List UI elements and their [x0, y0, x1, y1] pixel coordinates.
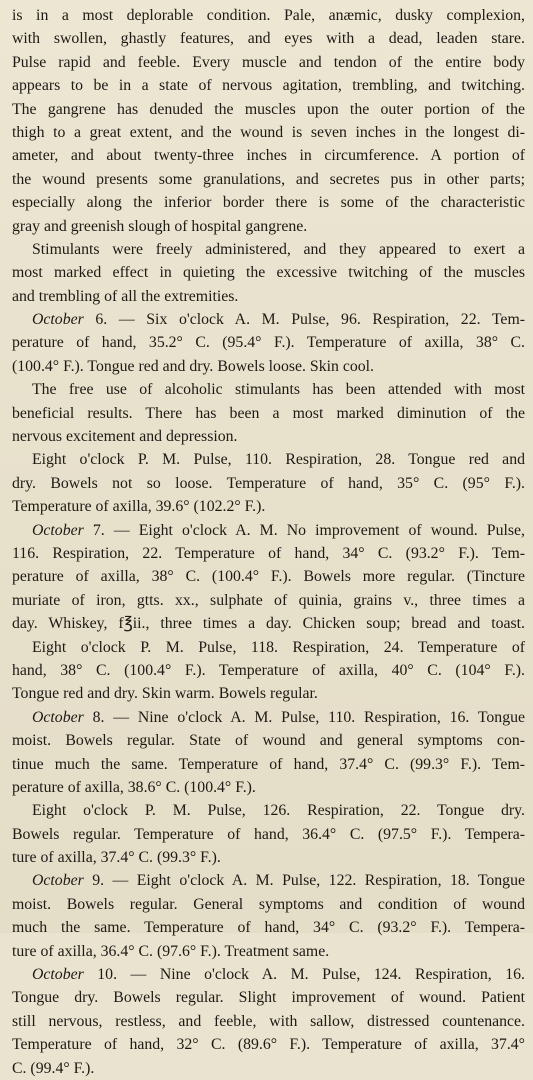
text-line	[12, 589, 525, 612]
text-line	[12, 472, 525, 495]
line-text: perature of axilla, 38.6° C. (100.4° F.).	[12, 778, 256, 796]
line-text: Bowels regular. Temperature of hand, 36.4° C. (97.5° F.). Tempera-	[12, 825, 525, 843]
line-text: Temperature of hand, 32° C. (89.6° F.). Temperature of axilla, 37.4°	[12, 1036, 525, 1054]
text-line	[12, 565, 525, 588]
text-line	[12, 98, 525, 121]
text-line	[12, 238, 525, 261]
text-line	[12, 846, 525, 869]
text-line	[12, 542, 525, 565]
line-text: The gangrene has denuded the muscles upon the outer portion of the	[12, 100, 525, 118]
line-text: much the same. Temperature of hand, 34° C. (93.2° F.). Tempera-	[12, 919, 525, 937]
text-line	[12, 823, 525, 846]
line-text: the wound presents some granulations, and secretes pus in other parts;	[12, 170, 525, 188]
line-text: hand, 38° C. (100.4° F.). Temperature of axilla, 40° C. (104° F.).	[12, 661, 525, 679]
text-line	[12, 659, 525, 682]
line-text: 10. — Nine o'clock A. M. Pulse, 124. Respiration, 16.	[83, 966, 525, 984]
entry-date: October	[32, 311, 84, 329]
line-text: The free use of alcoholic stimulants has been attended with most	[32, 381, 525, 399]
entry-date: October	[32, 966, 84, 984]
text-line	[12, 799, 525, 822]
page-text	[12, 4, 525, 1080]
line-text: moist. Bowels regular. General symptoms and condition of wound	[12, 895, 525, 913]
text-line	[12, 74, 525, 97]
text-line	[12, 776, 525, 799]
text-line	[12, 916, 525, 939]
line-text: perature of hand, 35.2° C. (95.4° F.). Temperature of axilla, 38° C.	[12, 334, 525, 352]
line-text: 116. Respiration, 22. Temperature of hand, 34° C. (93.2° F.). Tem-	[12, 544, 525, 562]
text-line	[12, 168, 525, 191]
text-line	[12, 893, 525, 916]
text-line	[12, 121, 525, 144]
line-text: ture of axilla, 36.4° C. (97.6° F.). Treatment same.	[12, 942, 330, 960]
line-text: ameter, and about twenty-three inches in circumference. A portion of	[12, 147, 525, 165]
line-text: gray and greenish slough of hospital gangrene.	[12, 217, 308, 235]
text-line	[12, 940, 525, 963]
line-text: Eight o'clock P. M. Pulse, 126. Respiration, 22. Tongue dry.	[32, 802, 525, 820]
text-line	[12, 1057, 525, 1080]
line-text: Eight o'clock P. M. Pulse, 110. Respiration, 28. Tongue red and	[32, 451, 525, 469]
line-text: 8. — Nine o'clock A. M. Pulse, 110. Respiration, 16. Tongue	[83, 708, 525, 726]
text-line	[12, 495, 525, 518]
line-text: Temperature of axilla, 39.6° (102.2° F.).	[12, 498, 266, 516]
line-text: (100.4° F.). Tongue red and dry. Bowels loose. Skin cool.	[12, 357, 374, 375]
text-line	[12, 636, 525, 659]
text-line	[12, 706, 525, 729]
line-text: Stimulants were freely administered, and they appeared to exert a	[32, 240, 525, 258]
text-line	[12, 612, 525, 635]
text-line	[12, 869, 525, 892]
line-text: 6. — Six o'clock A. M. Pulse, 96. Respiration, 22. Tem-	[83, 311, 525, 329]
text-line	[12, 986, 525, 1009]
text-line	[12, 378, 525, 401]
text-line	[12, 448, 525, 471]
text-line	[12, 682, 525, 705]
line-text: is in a most deplorable condition. Pale, anæmic, dusky complexion,	[12, 7, 525, 24]
text-line	[12, 144, 525, 167]
text-line	[12, 963, 525, 986]
line-text: beneficial results. There has been a most marked diminution of the	[12, 404, 525, 422]
line-text: muriate of iron, gtts. xx., sulphate of quinia, grains v., three times a	[12, 591, 525, 609]
line-text: moist. Bowels regular. State of wound and general symptoms con-	[12, 732, 525, 750]
line-text: with swollen, ghastly features, and eyes with a dead, leaden stare.	[12, 30, 525, 48]
line-text: nervous excitement and depression.	[12, 428, 238, 446]
line-text: especially along the inferior border there is some of the characteristic	[12, 194, 525, 212]
text-line	[12, 308, 525, 331]
text-line	[12, 402, 525, 425]
text-line	[12, 215, 525, 238]
text-line	[12, 729, 525, 752]
line-text: tinue much the same. Temperature of hand, 37.4° C. (99.3° F.). Tem-	[12, 755, 525, 773]
line-text: appears to be in a state of nervous agitation, trembling, and twitching.	[12, 77, 525, 95]
line-text: Tongue red and dry. Skin warm. Bowels regular.	[12, 685, 318, 703]
line-text: ture of axilla, 37.4° C. (99.3° F.).	[12, 849, 221, 867]
line-text: Eight o'clock P. M. Pulse, 118. Respiration, 24. Temperature of	[32, 638, 525, 656]
line-text: thigh to a great extent, and the wound is seven inches in the longest di-	[12, 123, 525, 141]
text-line	[12, 27, 525, 50]
text-line	[12, 519, 525, 542]
line-text: most marked effect in quieting the excessive twitching of the muscles	[12, 264, 525, 282]
line-text: 9. — Eight o'clock A. M. Pulse, 122. Respiration, 18. Tongue	[83, 872, 525, 890]
entry-date: October	[32, 708, 84, 726]
line-text: C. (99.4° F.).	[12, 1059, 95, 1077]
line-text: Tongue dry. Bowels regular. Slight improvement of wound. Patient	[12, 989, 525, 1007]
text-line	[12, 285, 525, 308]
text-line	[12, 425, 525, 448]
line-text: perature of axilla, 38° C. (100.4° F.). Bowels more regular. (Tincture	[12, 568, 525, 586]
text-line	[12, 1010, 525, 1033]
text-line	[12, 753, 525, 776]
text-line	[12, 261, 525, 284]
text-line	[12, 191, 525, 214]
entry-date: October	[32, 521, 84, 539]
text-line	[12, 331, 525, 354]
text-line	[12, 51, 525, 74]
text-line	[12, 355, 525, 378]
line-text: still nervous, restless, and feeble, with sallow, distressed countenance.	[12, 1012, 525, 1030]
line-text: dry. Bowels not so loose. Temperature of hand, 35° C. (95° F.).	[12, 474, 525, 492]
line-text: 7. — Eight o'clock A. M. No improvement of wound. Pulse,	[83, 521, 525, 539]
text-line	[12, 4, 525, 27]
entry-date: October	[32, 872, 84, 890]
line-text: Pulse rapid and feeble. Every muscle and tendon of the entire body	[12, 53, 525, 71]
line-text: and trembling of all the extremities.	[12, 287, 239, 305]
text-line	[12, 1033, 525, 1056]
line-text: day. Whiskey, f℥ii., three times a day. Chicken soup; bread and toast.	[12, 615, 525, 633]
